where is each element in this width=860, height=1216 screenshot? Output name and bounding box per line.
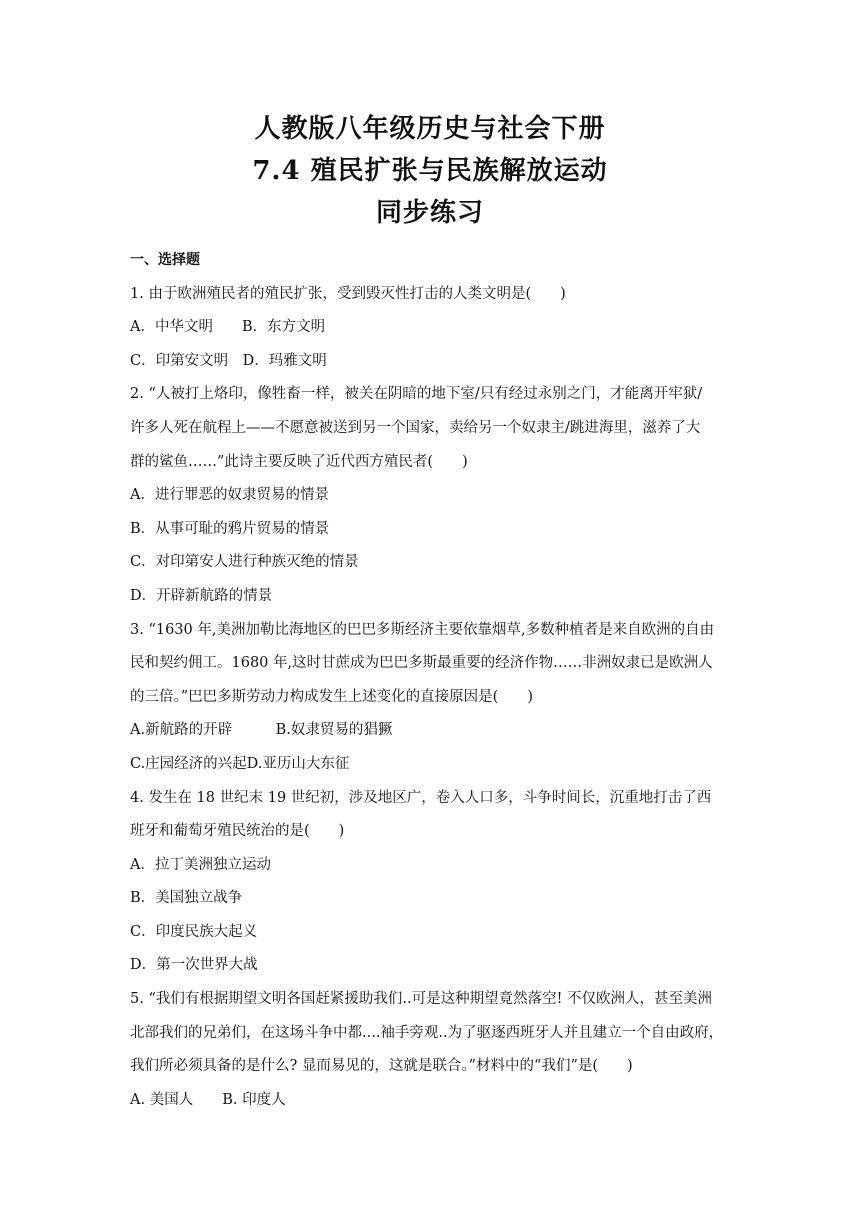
question-options: A. 美国人 B. 印度人 [130, 1091, 286, 1108]
question-option: B．从事可耻的鸦片贸易的情景 [130, 520, 330, 537]
question-stem-line: 2. “人被打上烙印，像牲畜一样，被关在阴暗的地下室/只有经过永别之门，才能离开牢狱/ [130, 386, 703, 403]
question-2 [130, 378, 734, 613]
lesson-title: 7.4 殖民扩张与民族解放运动 [252, 156, 608, 186]
question-option: C．印度民族大起义 [130, 923, 258, 940]
question-5 [130, 983, 734, 1117]
question-3 [130, 614, 734, 782]
question-1 [130, 278, 734, 379]
question-stem-line: 4. 发生在 18 世纪末 19 世纪初，涉及地区广，卷入人口多，斗争时间长，沉重地打击了西 [130, 789, 712, 806]
question-option: C．对印第安人进行种族灭绝的情景 [130, 554, 359, 571]
question-stem-line: 我们所必须具备的是什么? 显而易见的，这就是联合。”材料中的“我们”是( ) [130, 1058, 633, 1075]
question-options: A．中华文明 B．东方文明 [130, 319, 326, 336]
question-4 [130, 782, 734, 984]
question-option: D．第一次世界大战 [130, 957, 258, 974]
question-stem-line: 民和契约佣工。1680 年,这时甘蔗成为巴巴多斯最重要的经济作物……非洲奴隶已是欧洲人 [130, 655, 713, 672]
document-body [130, 244, 734, 1117]
question-option: D．开辟新航路的情景 [130, 587, 273, 604]
question-stem-line: 5. “我们有根据期望文明各国赶紧援助我们..可是这种期望竟然落空! 不仅欧洲人，甚至美洲 [130, 991, 713, 1008]
section-heading: 一、选择题 [130, 252, 200, 268]
question-options: A.新航路的开辟 B.奴隶贸易的猖獗 [130, 722, 393, 739]
question-options: C.庄园经济的兴起D.亚历山大东征 [130, 755, 350, 772]
title-block [0, 108, 860, 234]
question-option: B．美国独立战争 [130, 890, 243, 907]
document-title: 人教版八年级历史与社会下册 [254, 114, 606, 144]
question-stem: 1. 由于欧洲殖民者的殖民扩张，受到毁灭性打击的人类文明是( ) [130, 285, 566, 302]
question-stem-line: 3. “1630 年,美洲加勒比海地区的巴巴多斯经济主要依靠烟草,多数种植者是来自欧洲的自由 [130, 621, 715, 638]
question-stem-line: 班牙和葡萄牙殖民统治的是( ) [130, 823, 345, 840]
question-stem-line: 许多人死在航程上——不愿意被送到另一个国家，卖给另一个奴隶主/跳进海里，滋养了大 [130, 419, 701, 436]
question-stem-line: 的三倍。”巴巴多斯劳动力构成发生上述变化的直接原因是( ) [130, 688, 533, 705]
question-options: C．印第安文明 D．玛雅文明 [130, 352, 327, 369]
exercise-title: 同步练习 [375, 198, 484, 228]
question-stem-line: 群的鲨鱼……”此诗主要反映了近代西方殖民者( ) [130, 453, 468, 470]
question-option: A．进行罪恶的奴隶贸易的情景 [130, 487, 329, 504]
question-option: A．拉丁美洲独立运动 [130, 856, 271, 873]
question-stem-line: 北部我们的兄弟们，在这场斗争中都....袖手旁观..为了驱逐西班牙人并且建立一个自由政府， [130, 1024, 724, 1041]
